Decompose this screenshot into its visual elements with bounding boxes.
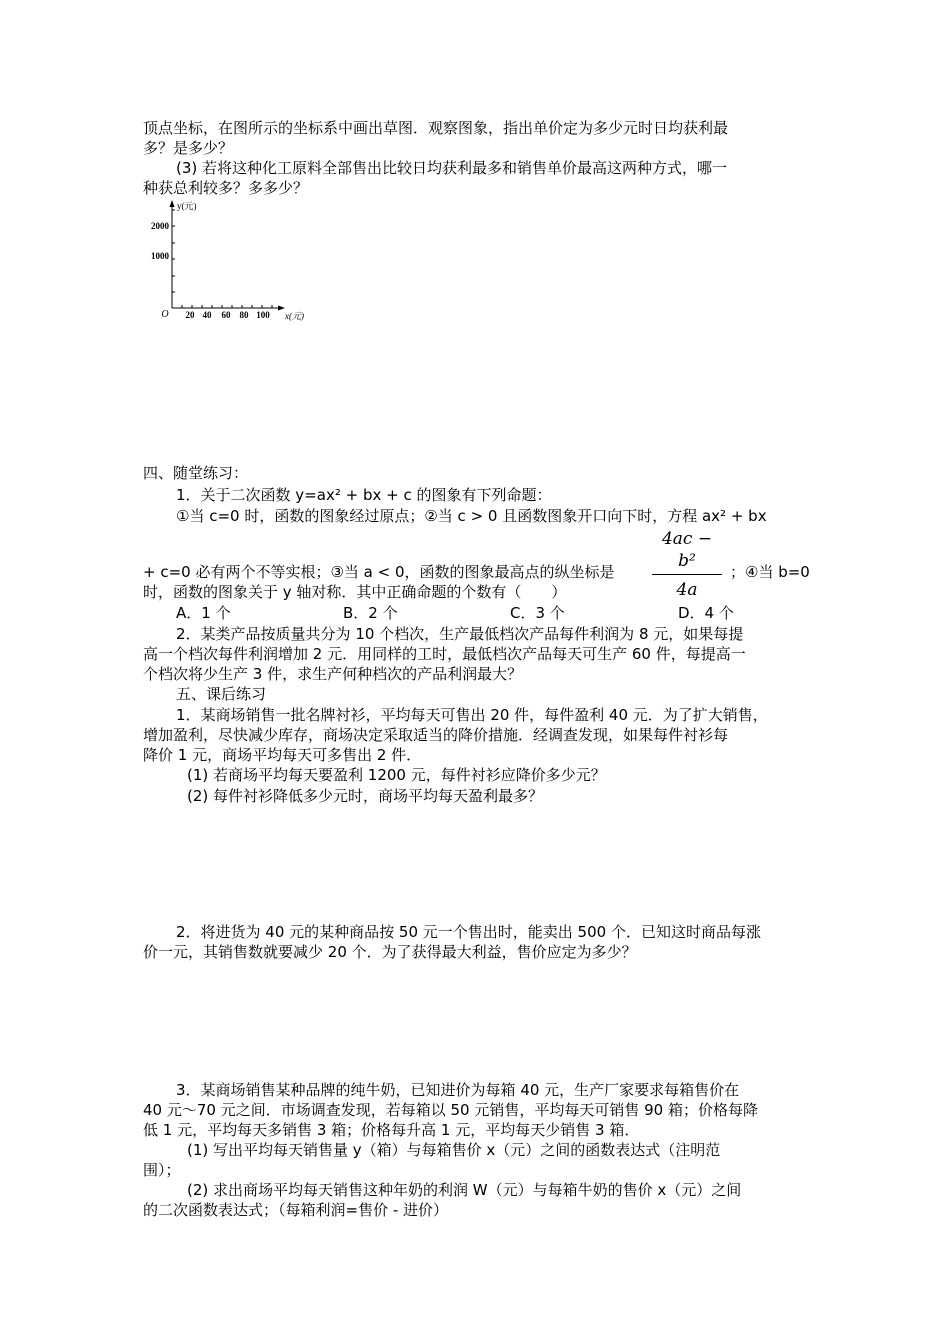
section5-q1-line-1: 1．某商场销售一批名牌衬衫，平均每天可售出 20 件，每件盈利 40 元．为了扩大销售， [176,706,768,724]
section5-q1-sub-1: (1) 若商场平均每天要盈利 1200 元，每件衬衫应降价多少元？ [187,766,606,784]
section4-p1-line-3b: ；④当 b=0 [730,563,810,581]
section4-p2-line-1: 2．某类产品按质量共分为 10 个档次，生产最低档次产品每件利润为 8 元，如果每提 [176,625,744,643]
x-tick-40: 40 [202,310,212,320]
x-axis-arrow [278,306,285,311]
intro-q3-line-2: 种获总利较多？多多少？ [143,179,309,197]
x-tick-80: 80 [239,310,249,320]
section5-q1-line-2: 增加盈利，尽快减少库存，商场决定采取适当的降价措施．经调查发现，如果每件衬衫每 [143,726,729,744]
section5-title: 五、课后练习 [176,685,267,703]
section4-p1-line-2: ①当 c=0 时，函数的图象经过原点；②当 c > 0 且函数图象开口向下时，方程 ax² + bx [176,507,767,525]
x-axis-label: x(元) [285,311,304,321]
section5-q1-line-3: 降价 1 元，商场平均每天可多售出 2 件． [143,746,422,764]
origin-label: O [161,309,169,320]
fraction-expression [652,528,722,601]
x-tick-100: 100 [256,310,270,320]
y-axis-label: y(元) [177,201,197,211]
section5-q3-line-3: 低 1 元，平均每天多销售 3 箱；价格每升高 1 元，平均每天少销售 3 箱． [143,1121,640,1139]
x-tick-20: 20 [185,310,195,320]
section4-p1-line-1: 1．关于二次函数 y=ax² + bx + c 的图象有下列命题： [176,486,552,504]
section5-q3-line-1: 3．某商场销售某种品牌的纯牛奶，已知进价为每箱 40 元，生产厂家要求每箱售价在 [176,1081,740,1099]
y-tick-2000: 2000 [151,221,169,231]
intro-line-2: 多？是多少？ [143,139,234,157]
intro-q3-line-1: (3) 若将这种化工原料全部售出比较日均获利最多和销售单价最高这两种方式，哪一 [176,159,728,177]
option-d: D．4 个 [678,604,734,622]
section4-title: 四、随堂练习： [143,464,249,482]
section4-p2-line-2: 高一个档次每件利润增加 2 元．用同样的工时，最低档次产品每天可生产 60 件，每提高一 [143,645,746,663]
y-axis-arrow [170,200,175,207]
section5-q2-line-1: 2．将进货为 40 元的某种商品按 50 元一个售出时，能卖出 500 个．已知这时商品每涨 [176,923,761,941]
section5-q3-sub-1b: 围）； [143,1161,181,1179]
section5-q3-line-2: 40 元～70 元之间．市场调查发现，若每箱以 50 元销售，平均每天可销售 90 箱；价格每降 [143,1101,758,1119]
section5-q3-sub-2a: (2) 求出商场平均每天销售这种年奶的利润 W（元）与每箱牛奶的售价 x（元）之间 [187,1181,742,1199]
fraction-denominator: 4a [676,580,698,600]
intro-line-1: 顶点坐标，在图所示的坐标系中画出草图．观察图象，指出单价定为多少元时日均获利最 [143,119,729,137]
section5-q3-sub-1a: (1) 写出平均每天销售量 y（箱）与每箱售价 x（元）之间的函数表达式（注明范 [187,1141,721,1159]
answer-options [176,603,776,623]
section5-q3-sub-2b: 的二次函数表达式；（每箱利润=售价 - 进价） [143,1201,449,1219]
section4-p1-line-3a: + c=0 必有两个不等实根；③当 a < 0，函数的图象最高点的纵坐标是 [143,563,615,581]
option-b: B．2 个 [343,604,398,622]
fraction-numerator: 4ac − b² [652,528,722,575]
option-a: A．1 个 [176,604,231,622]
section5-q2-line-2: 价一元，其销售数就要减少 20 个．为了获得最大利益，售价应定为多少？ [143,943,637,961]
section5-q1-sub-2: (2) 每件衬衫降低多少元时，商场平均每天盈利最多？ [187,787,544,805]
section4-p2-line-3: 个档次将少生产 3 件，求生产何种档次的产品利润最大？ [143,665,523,683]
coordinate-graph [140,196,315,326]
x-tick-60: 60 [221,310,231,320]
option-c: C．3 个 [510,604,565,622]
y-tick-1000: 1000 [151,251,169,261]
section4-p1-line-4: 时，函数的图象关于 y 轴对称．其中正确命题的个数有（ ） [143,583,567,601]
